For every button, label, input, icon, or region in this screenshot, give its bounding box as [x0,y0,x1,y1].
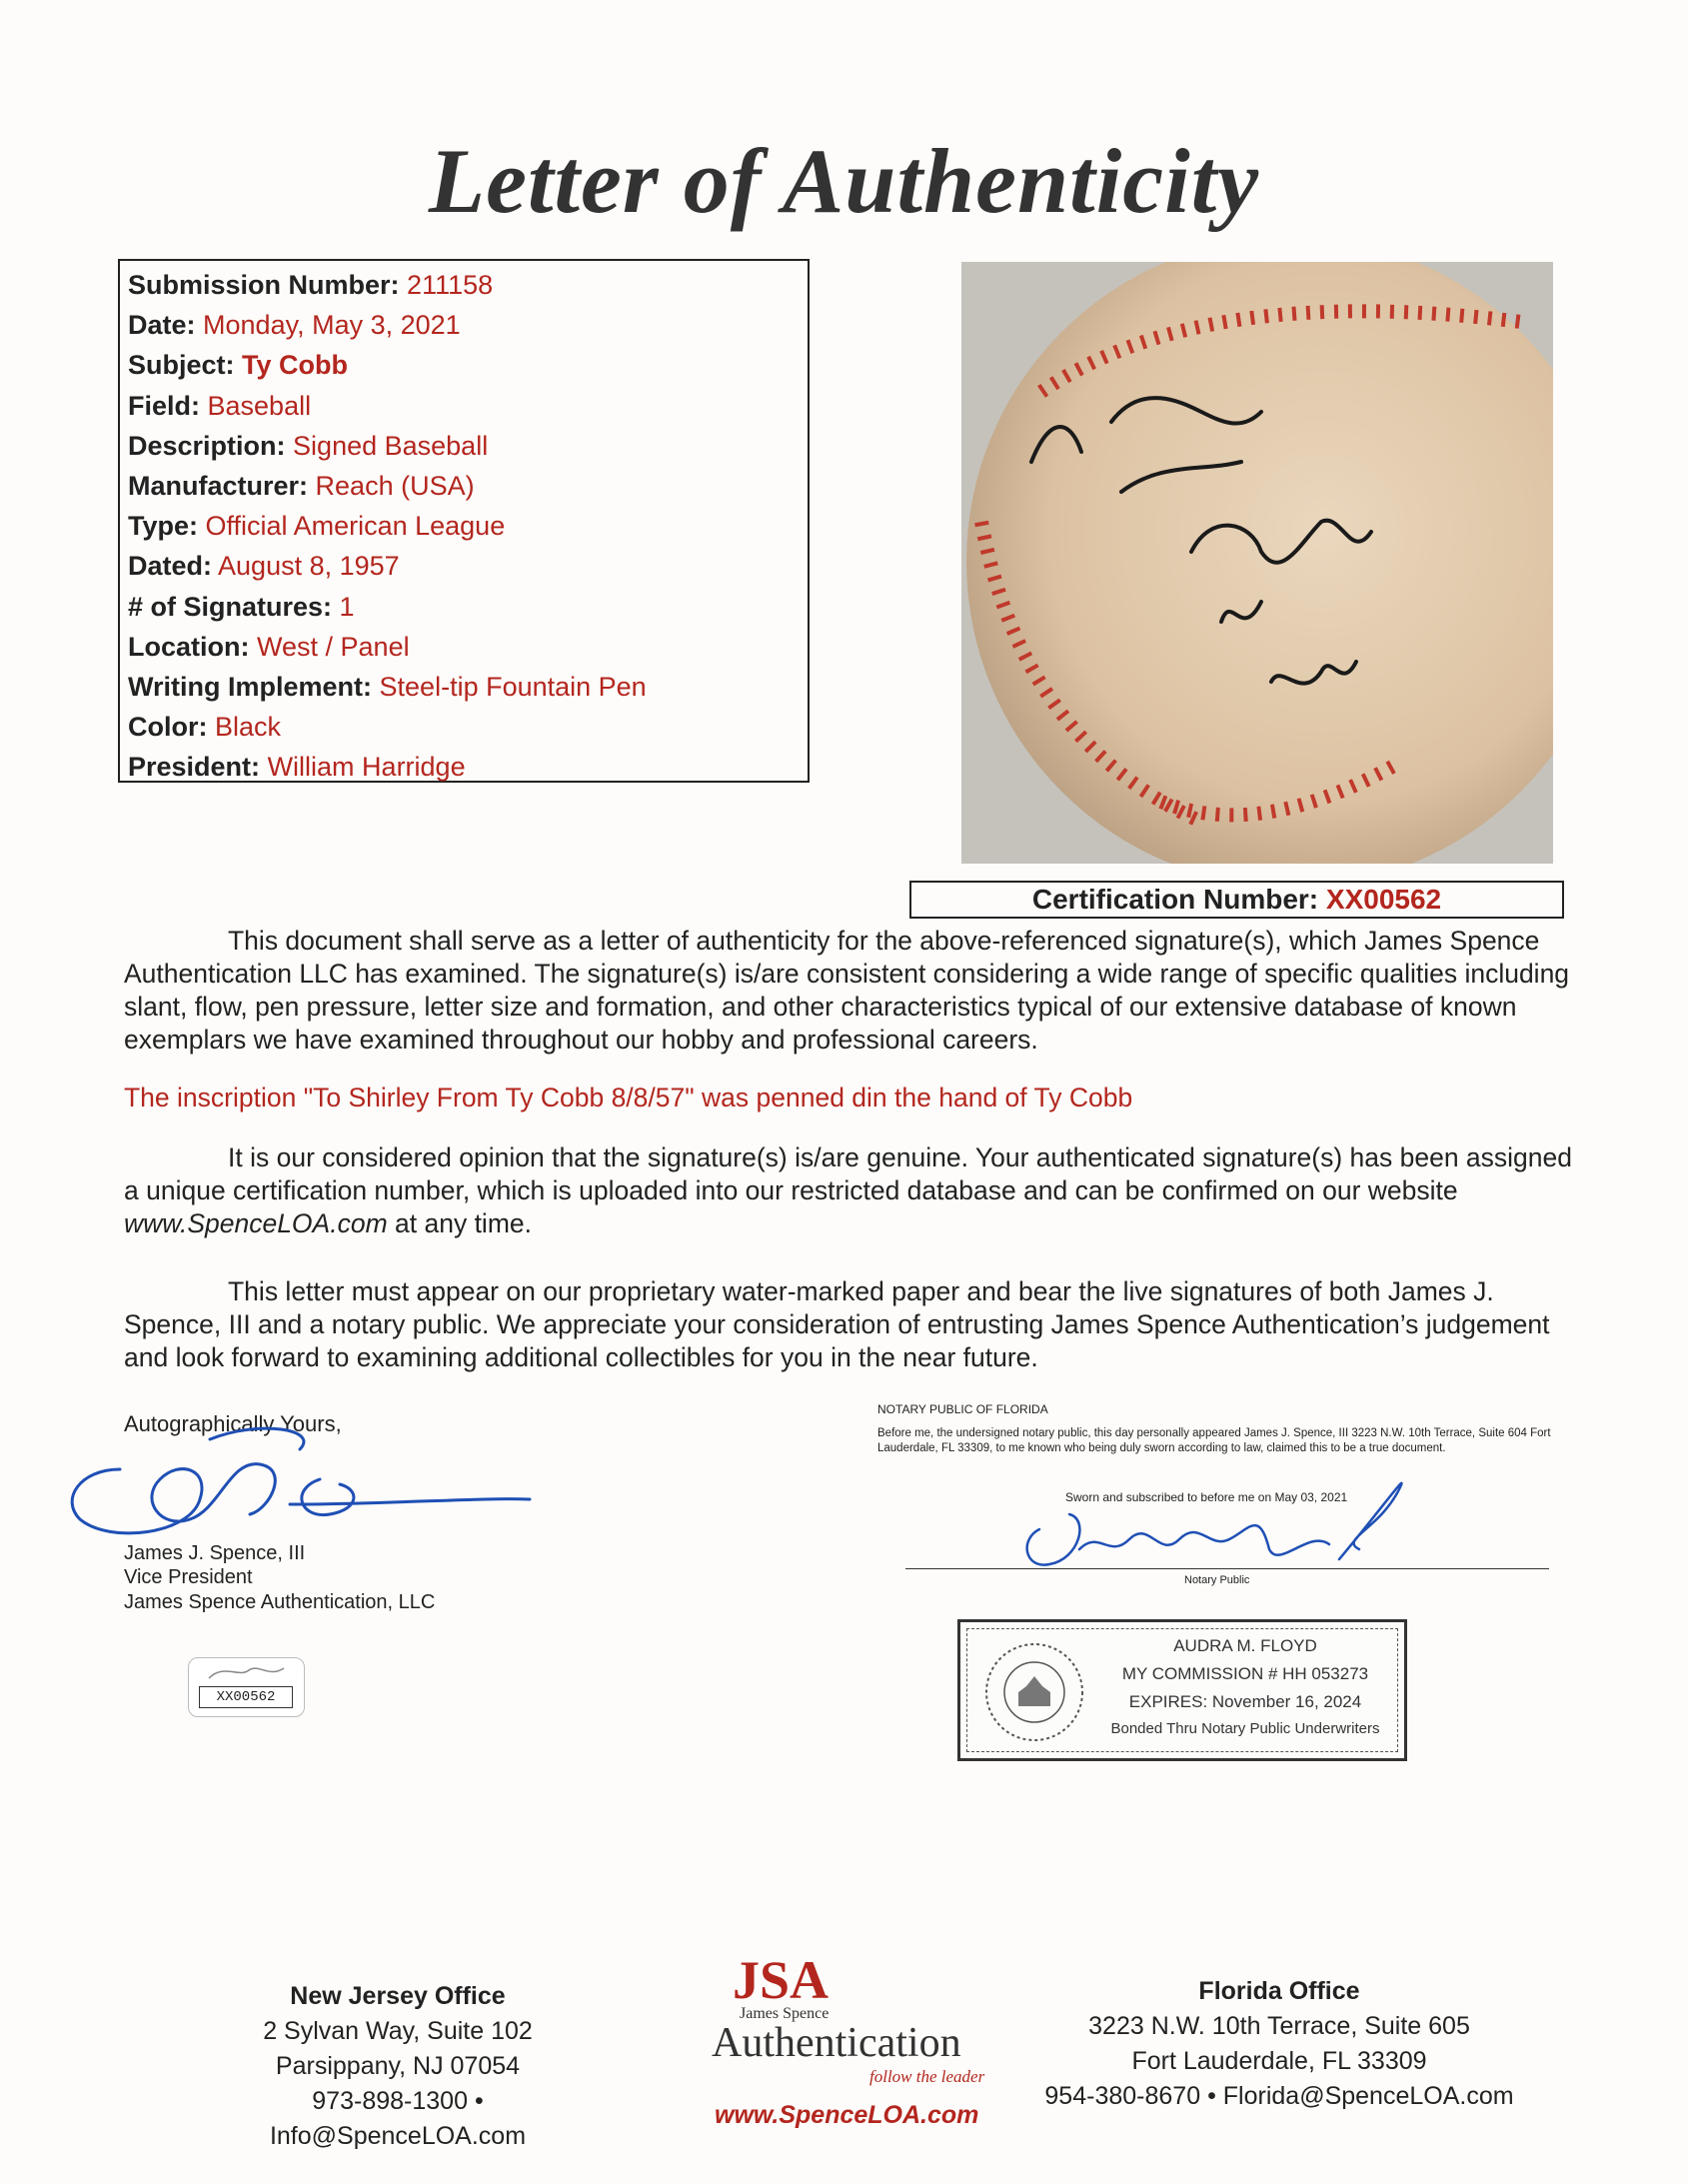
detail-value: Baseball [207,390,312,421]
jsa-logo-authentication: Authentication [712,2020,961,2066]
certification-number-box [909,881,1564,919]
stamp-expires: EXPIRES: November 16, 2024 [1128,1692,1362,1711]
detail-label: President: [128,752,261,783]
stamp-commission: MY COMMISSION # HH 053273 [1121,1664,1369,1683]
detail-value: William Harridge [267,752,466,783]
office-address-line2: Fort Lauderdale, FL 33309 [1131,2047,1427,2075]
james-spence-signature [60,1419,540,1549]
florida-seal-icon [982,1640,1086,1744]
office-name: New Jersey Office [290,1982,506,2010]
detail-label: Date: [128,310,196,341]
office-contact [188,2084,608,2154]
detail-label: # of Signatures: [128,591,333,622]
jsa-logo-mark: JSA [733,1950,830,2010]
detail-label: Dated: [128,551,213,582]
detail-value: Steel-tip Fountain Pen [379,671,647,702]
paragraph-text: This letter must appear on our proprietary water-marked paper and bear the live signatures of both James J. Spence, III and a notary public. We appreciate your consideration of entrusting James Spence Authentication’s judgement and look forward to examining additional collectibles for you in the near future. [124,1276,1550,1372]
paragraph-text: at any time. [387,1208,532,1238]
notary-signature [1009,1469,1429,1579]
baseball-image [961,262,1553,864]
signer-name: James J. Spence, III [124,1542,306,1564]
detail-label: Description: [128,430,286,461]
notary-signature-line [905,1568,1549,1569]
signer-company: James Spence Authentication, LLC [124,1591,436,1613]
paragraph-text: It is our considered opinion that the signature(s) is/are genuine. Your authenticated signature(s) has been assigned a unique certification number, which is uploaded into our restricted database and can be confirmed on our website [124,1142,1573,1205]
detail-value: 1 [339,591,355,622]
jsa-sticker [188,1657,305,1717]
bullet-icon: • [474,2087,484,2115]
sticker-number: XX00562 [199,1686,293,1708]
detail-label: Manufacturer: [128,470,309,501]
page-title: Letter of Authenticity [428,130,1260,232]
closing-text: Autographically Yours, [124,1411,342,1436]
details-box [118,259,810,783]
detail-field [128,386,800,426]
florida-office [1039,1974,1519,2114]
sticker-signature-mark [189,1658,304,1688]
notary-heading: NOTARY PUBLIC OF FLORIDA [877,1402,1048,1416]
new-jersey-office [188,1979,608,2154]
office-email[interactable]: Info@SpenceLOA.com [269,2122,527,2150]
office-contact [1039,2079,1519,2114]
office-phone: 973-898-1300 [312,2087,468,2115]
paragraph-text: This document shall serve as a letter of authenticity for the above-referenced signature(s), which James Spence Authentication LLC has examined. The signature(s) is/are consistent considering a wide range of specific qualities including slant, flow, pen pressure, letter size and formation, and other characteristics typical of our extensive database of known exemplars we have examined throughout our hobby and professional careers. [124,926,1570,1055]
detail-description [128,426,800,466]
signer-role: Vice President [124,1566,253,1588]
baseball-photo [961,262,1553,864]
inscription-statement: The inscription "To Shirley From Ty Cobb 8/8/57" was penned din the hand of Ty Cobb [124,1083,1133,1112]
notary-public-label: Notary Public [1184,1574,1250,1586]
office-address-line1: 3223 N.W. 10th Terrace, Suite 605 [1088,2012,1470,2040]
detail-president [128,747,800,787]
office-address-line1: 2 Sylvan Way, Suite 102 [263,2017,533,2045]
jsa-logo [690,1949,1039,2169]
detail-label: Type: [128,511,199,542]
detail-subject [128,345,800,385]
jsa-logo-name: James Spence [740,2005,830,2022]
detail-date [128,305,800,345]
office-address-line2: Parsippany, NJ 07054 [275,2052,521,2080]
office-name: Florida Office [1198,1977,1360,2005]
office-phone: 954-380-8670 [1044,2082,1201,2110]
jsa-logo-tagline: follow the leader [869,2067,985,2086]
paragraph-watermark [124,1275,1593,1374]
detail-signature-count [128,587,800,627]
detail-value: Official American League [205,511,506,542]
notary-stamp [957,1619,1407,1761]
detail-value: Monday, May 3, 2021 [203,310,461,341]
notary-statement: Before me, the undersigned notary public, this day personally appeared James J. Spence, III 3223 N.W. 10th Terrace, Suite 604 Fort Lauderdale, FL 33309, to me known who being duly sworn according to law, claimed this to be a true document. [877,1427,1551,1454]
detail-value: August 8, 1957 [218,551,400,582]
stamp-bonded: Bonded Thru Notary Public Underwriters [1110,1720,1380,1737]
certification-label: Certification Number: [1031,884,1319,915]
website-link-text: www.SpenceLOA.com [124,1208,388,1238]
bullet-icon: • [1207,2082,1216,2110]
detail-label: Submission Number: [128,270,400,300]
detail-location [128,627,800,667]
detail-value: West / Panel [257,631,410,662]
detail-label: Field: [128,390,200,421]
detail-manufacturer [128,466,800,506]
paragraph-examination [124,925,1593,1057]
detail-value: Ty Cobb [242,350,349,381]
certification-number: XX00562 [1325,884,1442,915]
paragraph-opinion [124,1141,1593,1240]
jsa-website[interactable]: www.SpenceLOA.com [715,2101,979,2129]
detail-writing-implement [128,667,800,707]
detail-type [128,506,800,546]
detail-label: Color: [128,712,208,743]
notary-sworn-date: Sworn and subscribed to before me on May 03, 2021 [1065,1490,1348,1504]
detail-value: Signed Baseball [293,430,489,461]
detail-dated [128,546,800,586]
detail-value: Reach (USA) [315,470,475,501]
stamp-notary-name: AUDRA M. FLOYD [1173,1636,1317,1655]
detail-color [128,707,800,747]
detail-value: Black [215,712,282,743]
office-email[interactable]: Florida@SpenceLOA.com [1222,2082,1514,2110]
detail-submission-number [128,265,800,305]
detail-value: 211158 [407,270,494,300]
detail-label: Subject: [128,350,235,381]
ball-surface [966,262,1553,864]
detail-label: Writing Implement: [128,671,373,702]
detail-label: Location: [128,631,250,662]
